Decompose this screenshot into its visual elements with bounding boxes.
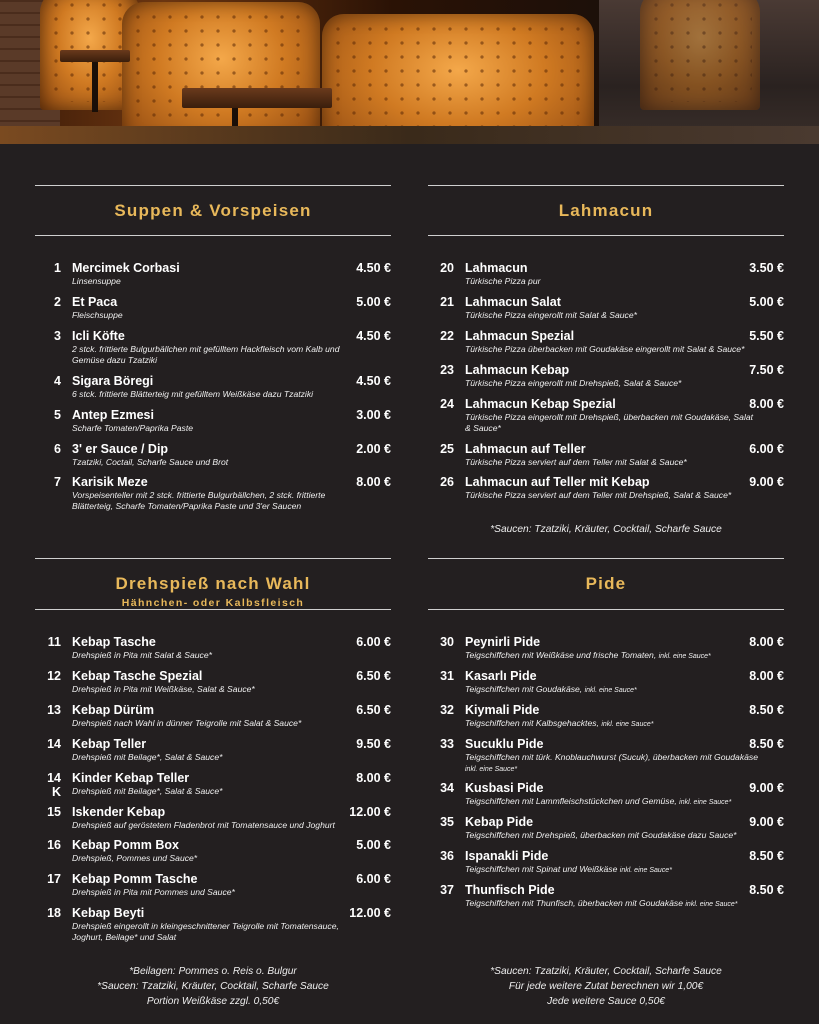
item-description (465, 796, 761, 808)
item-name: Lahmacun Kebap Spezial (465, 397, 616, 411)
item-description-text: Drehspieß in Pita mit Weißkäse, Salat & Sauce* (72, 684, 255, 694)
menu-item (428, 397, 784, 433)
divider (35, 558, 391, 559)
item-description (465, 412, 761, 434)
item-number: 5 (54, 408, 61, 422)
item-description (465, 898, 761, 910)
item-description (465, 378, 761, 389)
item-description-note: inkl. eine Sauce* (584, 687, 637, 694)
item-number: 3 (54, 329, 61, 343)
note-line: *Saucen: Tzatziki, Kräuter, Cocktail, Scharfe Sauce (490, 966, 722, 977)
pide-notes (428, 964, 784, 1009)
item-price: 6.50 € (356, 703, 391, 717)
item-price: 9.00 € (749, 475, 784, 489)
item-description-text: 2 stck. frittierte Bulgurbällchen mit gefülltem Hackfleisch vom Kalb und Gemüse dazu Tzatziki (72, 344, 340, 365)
item-number: 17 (47, 872, 61, 886)
item-price: 6.00 € (356, 635, 391, 649)
menu-item (428, 737, 784, 773)
menu-item (35, 669, 391, 699)
item-description-text: Teigschiffchen mit türk. Knoblauchwurst (Sucuk), überbacken mit Goudakäse (465, 752, 758, 762)
item-name: Kebap Tasche Spezial (72, 669, 203, 683)
item-number: 14 K (47, 771, 61, 799)
item-name: Lahmacun Spezial (465, 329, 575, 343)
menu-item (35, 635, 391, 665)
item-description (465, 752, 761, 775)
item-name: 3' er Sauce / Dip (72, 442, 169, 456)
item-number: 12 (47, 669, 61, 683)
item-price: 9.00 € (749, 781, 784, 795)
menu-item (428, 295, 784, 325)
item-name: Kusbasi Pide (465, 781, 544, 795)
menu-item (35, 703, 391, 733)
item-number: 11 (47, 635, 61, 649)
item-name: Ispanakli Pide (465, 849, 549, 863)
divider (428, 235, 784, 236)
item-name: Lahmacun Kebap (465, 363, 570, 377)
item-name: Kebap Dürüm (72, 703, 154, 717)
divider (35, 235, 391, 236)
item-number: 1 (54, 261, 61, 275)
item-description (72, 853, 368, 864)
item-name: Sigara Böregi (72, 374, 154, 388)
item-number: 6 (54, 442, 61, 456)
item-description-note: inkl. eine Sauce* (465, 766, 518, 773)
divider (35, 185, 391, 186)
item-description-note: inkl. eine Sauce* (619, 867, 672, 874)
item-description-text: Teigschiffchen mit Drehspieß, überbacken mit Goudakäse dazu Sauce* (465, 830, 737, 840)
menu-item (35, 805, 391, 835)
item-description (72, 344, 368, 366)
section-title-drehspiess: Drehspieß nach Wahl (115, 574, 311, 593)
item-name: Kebap Beyti (72, 906, 145, 920)
item-name: Lahmacun auf Teller (465, 442, 586, 456)
menu-item (35, 329, 391, 365)
item-description-text: Drehspieß mit Beilage*, Salat & Sauce* (72, 752, 223, 762)
item-description (72, 718, 368, 729)
menu-item (35, 408, 391, 438)
item-number: 31 (440, 669, 454, 683)
item-name: Lahmacun auf Teller mit Kebap (465, 475, 650, 489)
section-subtitle-drehspiess: Hähnchen- oder Kalbsfleisch (121, 597, 305, 609)
item-description-text: Teigschiffchen mit Thunfisch, überbacken mit Goudakäse (465, 898, 683, 908)
item-description-note: inkl. eine Sauce* (658, 653, 711, 660)
item-description (72, 457, 368, 468)
item-number: 34 (440, 781, 454, 795)
item-number: 21 (440, 295, 454, 309)
item-description (465, 718, 761, 730)
item-description-text: Tzatziki, Coctail, Scharfe Sauce und Brot (72, 457, 229, 467)
item-price: 6.00 € (356, 872, 391, 886)
item-number: 18 (47, 906, 61, 920)
item-price: 5.00 € (356, 295, 391, 309)
item-price: 8.00 € (749, 669, 784, 683)
item-description (465, 310, 761, 321)
item-price: 8.50 € (749, 849, 784, 863)
booth-seat (122, 2, 320, 144)
item-description-text: Türkische Pizza überbacken mit Goudakäse eingerollt mit Salat & Sauce* (465, 344, 745, 354)
item-description-text: Drehspieß in Pita mit Salat & Sauce* (72, 650, 212, 660)
item-description-text: Türkische Pizza pur (465, 276, 541, 286)
booth-seat (322, 14, 594, 144)
item-price: 8.00 € (356, 771, 391, 785)
item-description-text: Drehspieß, Pommes und Sauce* (72, 853, 198, 863)
item-name: Kebap Pomm Tasche (72, 872, 198, 886)
item-name: Mercimek Corbasi (72, 261, 180, 275)
item-description-text: Drehspieß nach Wahl in dünner Teigrolle mit Salat & Sauce* (72, 718, 302, 728)
item-description-text: Drehspieß eingerollt in kleingeschnittener Teigrolle mit Tomatensauce, Joghurt, Beilage* und Salat (72, 921, 339, 942)
item-description-text: Linsensuppe (72, 276, 121, 286)
menu-item (428, 703, 784, 733)
item-description-note: inkl. eine Sauce* (679, 799, 732, 806)
item-description-text: Türkische Pizza eingerollt mit Drehspieß, überbacken mit Goudakäse, Salat & Sauce* (465, 412, 754, 433)
item-description-text: Drehspieß auf geröstetem Fladenbrot mit Tomatensauce und Joghurt (72, 820, 335, 830)
item-number: 26 (440, 475, 454, 489)
section-title-lahmacun: Lahmacun (558, 201, 654, 220)
item-description-text: Türkische Pizza serviert auf dem Teller mit Salat & Sauce* (465, 457, 687, 467)
item-price: 8.50 € (749, 737, 784, 751)
menu-item (35, 906, 391, 942)
item-price: 12.00 € (349, 805, 391, 819)
item-number: 37 (440, 883, 454, 897)
item-number: 30 (440, 635, 454, 649)
table (182, 88, 332, 108)
menu-item (35, 295, 391, 325)
menu-item (428, 261, 784, 291)
item-name: Kebap Tasche (72, 635, 156, 649)
menu-item (35, 737, 391, 767)
floor (0, 126, 819, 144)
item-number: 33 (440, 737, 454, 751)
item-price: 3.00 € (356, 408, 391, 422)
item-description-text: Teigschiffchen mit Weißkäse und frische Tomaten, (465, 650, 657, 660)
item-description (465, 457, 761, 468)
divider (35, 609, 391, 610)
item-name: Iskender Kebap (72, 805, 166, 819)
item-name: Kinder Kebap Teller (72, 771, 190, 785)
item-description (72, 684, 368, 695)
menu-item (35, 475, 391, 511)
item-name: Icli Köfte (72, 329, 125, 343)
table-leg (92, 62, 98, 112)
menu-item (428, 635, 784, 665)
item-description (72, 389, 368, 400)
item-price: 2.00 € (356, 442, 391, 456)
item-name: Kebap Teller (72, 737, 147, 751)
item-description-text: Scharfe Tomaten/Paprika Paste (72, 423, 194, 433)
item-description-text: Teigschiffchen mit Lammfleischstückchen und Gemüse, (465, 796, 677, 806)
item-price: 6.00 € (749, 442, 784, 456)
item-description-text: Türkische Pizza serviert auf dem Teller mit Drehspieß, Salat & Sauce* (465, 490, 732, 500)
item-price: 4.50 € (356, 261, 391, 275)
item-price: 8.00 € (749, 635, 784, 649)
item-name: Karisik Meze (72, 475, 148, 489)
menu-item (428, 442, 784, 472)
item-price: 5.00 € (749, 295, 784, 309)
item-number: 36 (440, 849, 454, 863)
item-name: Kebap Pomm Box (72, 838, 179, 852)
item-name: Peynirli Pide (465, 635, 541, 649)
item-name: Kasarlı Pide (465, 669, 537, 683)
item-description-text: Türkische Pizza eingerollt mit Salat & Sauce* (465, 310, 637, 320)
item-description (72, 490, 368, 512)
item-price: 5.50 € (749, 329, 784, 343)
divider (428, 558, 784, 559)
item-name: Sucuklu Pide (465, 737, 544, 751)
item-description (465, 276, 761, 287)
item-description (465, 650, 761, 662)
item-description (72, 276, 368, 287)
menu-item (428, 669, 784, 699)
item-name: Lahmacun (465, 261, 528, 275)
divider (428, 609, 784, 610)
item-price: 3.50 € (749, 261, 784, 275)
menu-item (35, 872, 391, 902)
item-description (465, 830, 761, 841)
item-price: 6.50 € (356, 669, 391, 683)
item-description (72, 752, 368, 763)
item-number: 16 (47, 838, 61, 852)
item-description-text: Drehspieß in Pita mit Pommes und Sauce* (72, 887, 235, 897)
section-title-suppen: Suppen & Vorspeisen (114, 201, 312, 220)
menu-item (428, 883, 784, 913)
item-number: 24 (440, 397, 454, 411)
booth-seat (640, 0, 760, 110)
section-title-pide: Pide (585, 574, 627, 593)
item-description-note: inkl. eine Sauce* (685, 901, 738, 908)
item-price: 5.00 € (356, 838, 391, 852)
item-name: Kebap Pide (465, 815, 534, 829)
item-number: 15 (47, 805, 61, 819)
item-description (72, 820, 368, 831)
item-description (72, 650, 368, 661)
item-description (465, 344, 761, 355)
item-name: Antep Ezmesi (72, 408, 154, 422)
note-line: Für jede weitere Zutat berechnen wir 1,00€ (508, 981, 704, 992)
item-price: 4.50 € (356, 329, 391, 343)
table (60, 50, 130, 62)
note-line: *Saucen: Tzatziki, Kräuter, Cocktail, Scharfe Sauce (97, 981, 329, 992)
item-price: 12.00 € (349, 906, 391, 920)
item-description-text: Teigschiffchen mit Goudakäse, (465, 684, 583, 694)
item-description-text: Teigschiffchen mit Kalbsgehacktes, (465, 718, 599, 728)
item-number: 22 (440, 329, 454, 343)
note-line: *Beilagen: Pommes o. Reis o. Bulgur (129, 966, 297, 977)
menu-item (35, 442, 391, 472)
menu-item (428, 329, 784, 359)
menu-item (428, 781, 784, 811)
restaurant-interior-photo (0, 0, 819, 144)
item-description-text: Drehspieß mit Beilage*, Salat & Sauce* (72, 786, 223, 796)
menu-item (35, 771, 391, 801)
item-name: Lahmacun Salat (465, 295, 561, 309)
item-description-text: Fleischsuppe (72, 310, 123, 320)
item-number: 32 (440, 703, 454, 717)
item-number: 7 (54, 475, 61, 489)
item-description (72, 786, 368, 797)
item-price: 8.00 € (749, 397, 784, 411)
item-name: Et Paca (72, 295, 118, 309)
item-description (72, 921, 368, 943)
item-description-text: Türkische Pizza eingerollt mit Drehspieß, Salat & Sauce* (465, 378, 682, 388)
item-number: 2 (54, 295, 61, 309)
menu-item (35, 261, 391, 291)
menu-item (428, 363, 784, 393)
item-description-text: 6 stck. frittierte Blätterteig mit gefülltem Weißkäse dazu Tzatziki (72, 389, 314, 399)
item-name: Thunfisch Pide (465, 883, 555, 897)
menu-item (428, 815, 784, 845)
menu-item (35, 838, 391, 868)
item-description (72, 310, 368, 321)
item-number: 20 (440, 261, 454, 275)
item-description-text: Teigschiffchen mit Spinat und Weißkäse (465, 864, 618, 874)
item-number: 14 (47, 737, 61, 751)
item-number: 23 (440, 363, 454, 377)
item-number: 25 (440, 442, 454, 456)
note-line: Portion Weißkäse zzgl. 0,50€ (146, 996, 280, 1007)
item-description-note: inkl. eine Sauce* (601, 721, 654, 728)
item-description (465, 490, 761, 501)
item-name: Kiymali Pide (465, 703, 540, 717)
item-description (465, 684, 761, 696)
item-number: 13 (47, 703, 61, 717)
item-price: 9.50 € (356, 737, 391, 751)
item-description (465, 864, 761, 876)
item-price: 8.50 € (749, 703, 784, 717)
item-description (72, 887, 368, 898)
menu-item (428, 849, 784, 879)
item-description (72, 423, 368, 434)
menu-item (35, 374, 391, 404)
drehspiess-notes (35, 964, 391, 1009)
item-price: 9.00 € (749, 815, 784, 829)
item-price: 8.00 € (356, 475, 391, 489)
item-number: 4 (54, 374, 61, 388)
item-price: 8.50 € (749, 883, 784, 897)
item-number: 35 (440, 815, 454, 829)
item-price: 4.50 € (356, 374, 391, 388)
divider (428, 185, 784, 186)
item-description-text: Vorspeisenteller mit 2 stck. frittierte Bulgurbällchen, 2 stck. frittierte Blätterteig, Scharfe Tomaten/Paprika Paste und 3'er Saucen (72, 490, 326, 511)
item-price: 7.50 € (749, 363, 784, 377)
lahmacun-sauce-note: *Saucen: Tzatziki, Kräuter, Cocktail, Scharfe Sauce (490, 524, 722, 535)
menu-item (428, 475, 784, 505)
note-line: Jede weitere Sauce 0,50€ (547, 996, 665, 1007)
